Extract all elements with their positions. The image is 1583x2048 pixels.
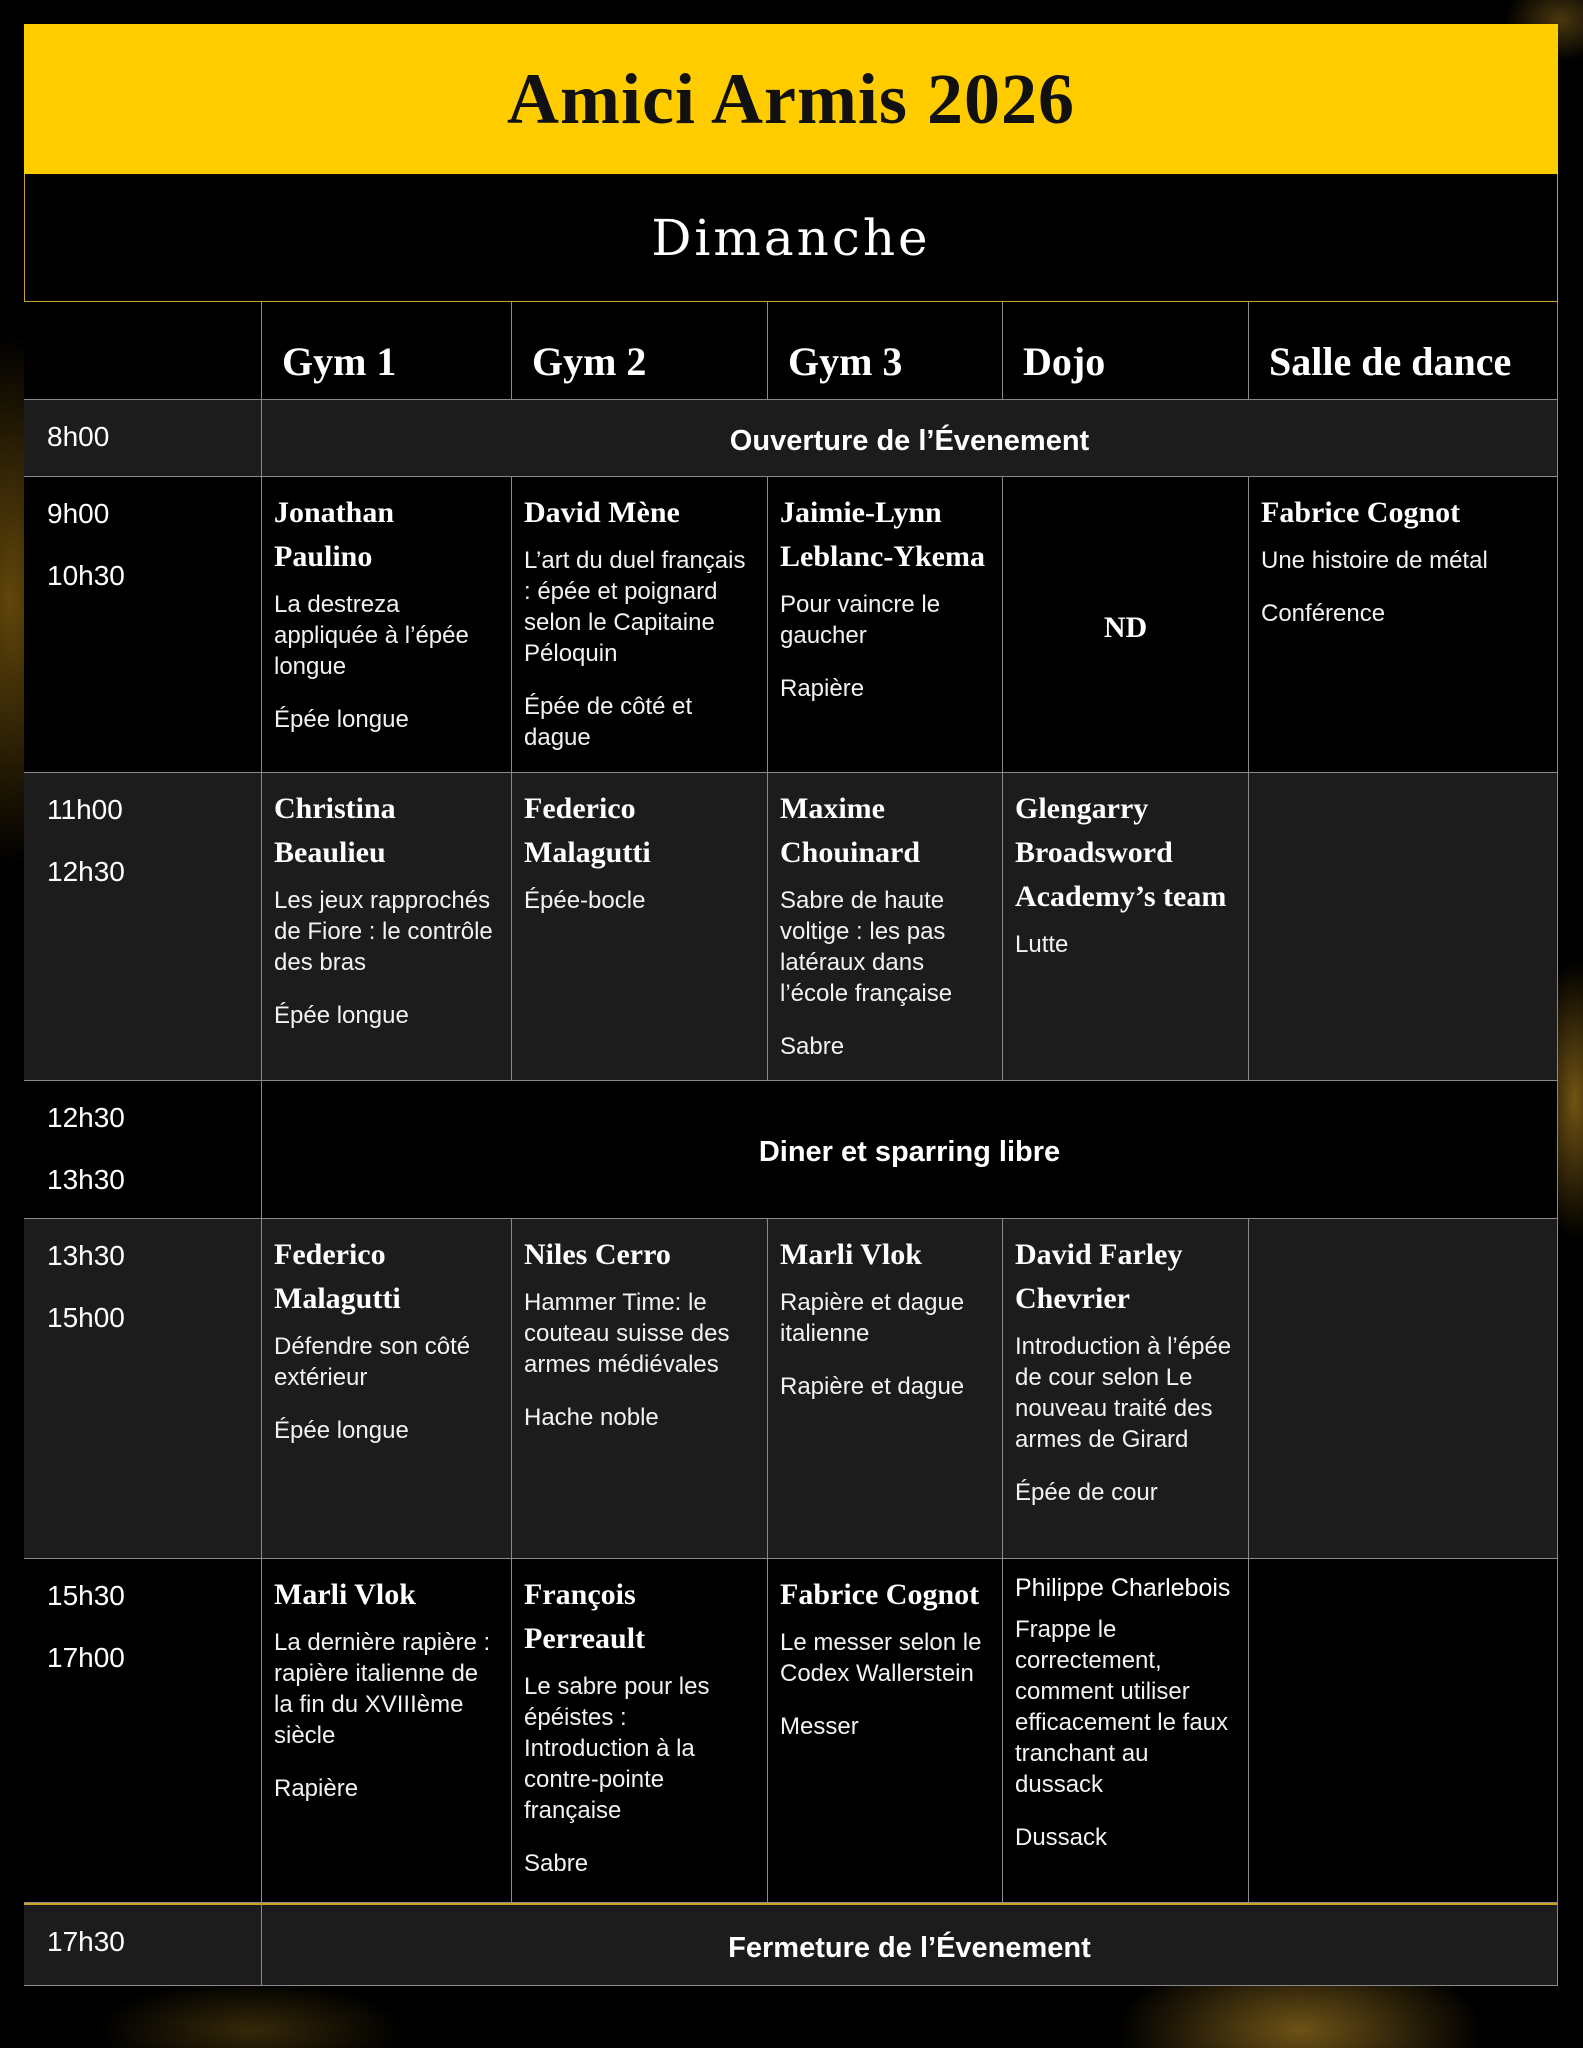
column-header: Dojo	[1003, 302, 1249, 400]
session-cell	[262, 477, 512, 773]
session-cell	[768, 1559, 1003, 1903]
session-description: Le messer selon le Codex Wallerstein	[780, 1629, 982, 1687]
column-header: Salle de dance	[1249, 302, 1558, 400]
time-cell	[24, 1219, 262, 1559]
session-description: Épée-bocle	[524, 887, 646, 914]
day-label: Dimanche	[651, 208, 931, 267]
event-span-cell: Diner et sparring libre	[262, 1081, 1558, 1219]
session-description: La destreza appliquée à l’épée longue	[274, 591, 469, 680]
session-description: Une histoire de métal	[1261, 547, 1488, 574]
weapon-label: Épée longue	[274, 706, 409, 733]
session-description: L’art du duel français : épée et poignard selon le Capitaine Péloquin	[524, 547, 746, 667]
instructor-name: Niles Cerro	[524, 1238, 671, 1271]
session-cell	[768, 477, 1003, 773]
weapon-label: Épée de cour	[1015, 1479, 1158, 1506]
session-description: Sabre de haute voltige : les pas latéraux dans l’école française	[780, 887, 953, 1007]
column-header: Gym 2	[512, 302, 768, 400]
instructor-name: David Mène	[524, 496, 680, 529]
weapon-label: Sabre	[524, 1850, 589, 1877]
session-cell-nd: ND	[1003, 477, 1249, 773]
time-label: 9h00	[47, 498, 110, 529]
time-label: 15h30	[47, 1580, 125, 1611]
session-description: Pour vaincre le gaucher	[780, 591, 941, 649]
column-header: Gym 1	[262, 302, 512, 400]
session-cell	[1249, 1559, 1558, 1903]
session-cell	[262, 773, 512, 1081]
time-cell	[24, 1081, 262, 1219]
time-label: 8h00	[47, 421, 110, 452]
time-cell	[24, 1559, 262, 1903]
header-corner	[24, 302, 262, 400]
weapon-label: Sabre	[780, 1033, 845, 1060]
event-span-cell: Fermeture de l’Évenement	[262, 1903, 1558, 1986]
time-label: 13h30	[47, 1240, 125, 1271]
session-cell	[512, 773, 768, 1081]
weapon-label: Épée de côté et dague	[524, 693, 693, 751]
session-description: Introduction à l’épée de cour selon Le nouveau traité des armes de Girard	[1015, 1333, 1232, 1453]
time-label: 12h30	[47, 856, 125, 887]
session-cell	[1249, 773, 1558, 1081]
session-cell	[1003, 773, 1249, 1081]
weapon-label: Épée longue	[274, 1002, 409, 1029]
weapon-label: Conférence	[1261, 600, 1386, 627]
instructor-name: David Farley Chevrier	[1015, 1238, 1183, 1315]
session-cell	[1249, 1219, 1558, 1559]
time-cell	[24, 400, 262, 477]
time-cell	[24, 773, 262, 1081]
instructor-name: Fabrice Cognot	[1261, 496, 1461, 529]
session-description: Le sabre pour les épéistes : Introduction à la contre-pointe française	[524, 1673, 710, 1824]
time-label: 12h30	[47, 1102, 125, 1133]
weapon-label: Messer	[780, 1713, 859, 1740]
instructor-name: Jonathan Paulino	[274, 496, 395, 573]
time-label: 10h30	[47, 560, 125, 591]
weapon-label: Épée longue	[274, 1417, 409, 1444]
instructor-name: Marli Vlok	[274, 1578, 416, 1611]
instructor-name: François Perreault	[524, 1578, 646, 1655]
session-description: Lutte	[1015, 931, 1069, 958]
weapon-label: Rapière et dague	[780, 1373, 965, 1400]
instructor-name: Philippe Charlebois	[1015, 1574, 1231, 1602]
instructor-name: Fabrice Cognot	[780, 1578, 980, 1611]
event-span-cell: Ouverture de l’Évenement	[262, 400, 1558, 477]
session-cell	[1003, 1559, 1249, 1903]
time-label: 17h30	[47, 1926, 125, 1957]
time-label: 13h30	[47, 1164, 125, 1195]
instructor-name: Glengarry Broadsword Academy’s team	[1015, 792, 1227, 913]
weapon-label: Rapière	[274, 1775, 359, 1802]
time-label: 15h00	[47, 1302, 125, 1333]
day-header	[24, 174, 1558, 302]
weapon-label: Rapière	[780, 675, 865, 702]
instructor-name: Jaimie-Lynn Leblanc-Ykema	[780, 496, 985, 573]
column-header: Gym 3	[768, 302, 1003, 400]
session-cell	[1003, 1219, 1249, 1559]
session-cell	[262, 1219, 512, 1559]
page-title: Amici Armis 2026	[507, 58, 1075, 139]
instructor-name: Federico Malagutti	[274, 1238, 401, 1315]
session-description: La dernière rapière : rapière italienne de la fin du XVIIIème siècle	[274, 1629, 491, 1749]
session-cell	[262, 1559, 512, 1903]
time-label: 11h00	[47, 794, 123, 825]
instructor-name: Christina Beaulieu	[274, 792, 396, 869]
session-description: Les jeux rapprochés de Fiore : le contrôle des bras	[274, 887, 493, 976]
weapon-label: Dussack	[1015, 1824, 1108, 1851]
session-cell	[512, 1219, 768, 1559]
session-description: Frappe le correctement, comment utiliser efficacement le faux tranchant au dussack	[1015, 1616, 1229, 1798]
session-cell	[768, 773, 1003, 1081]
session-description: Hammer Time: le couteau suisse des armes médiévales	[524, 1289, 730, 1378]
session-cell	[768, 1219, 1003, 1559]
session-cell	[512, 1559, 768, 1903]
time-cell	[24, 477, 262, 773]
weapon-label: Hache noble	[524, 1404, 659, 1431]
title-banner	[24, 24, 1558, 174]
session-description: Rapière et dague italienne	[780, 1289, 965, 1347]
time-label: 17h00	[47, 1642, 125, 1673]
instructor-name: Federico Malagutti	[524, 792, 651, 869]
session-description: Défendre son côté extérieur	[274, 1333, 471, 1391]
instructor-name: Maxime Chouinard	[780, 792, 921, 869]
instructor-name: Marli Vlok	[780, 1238, 922, 1271]
session-cell	[1249, 477, 1558, 773]
session-cell	[512, 477, 768, 773]
time-cell	[24, 1903, 262, 1986]
